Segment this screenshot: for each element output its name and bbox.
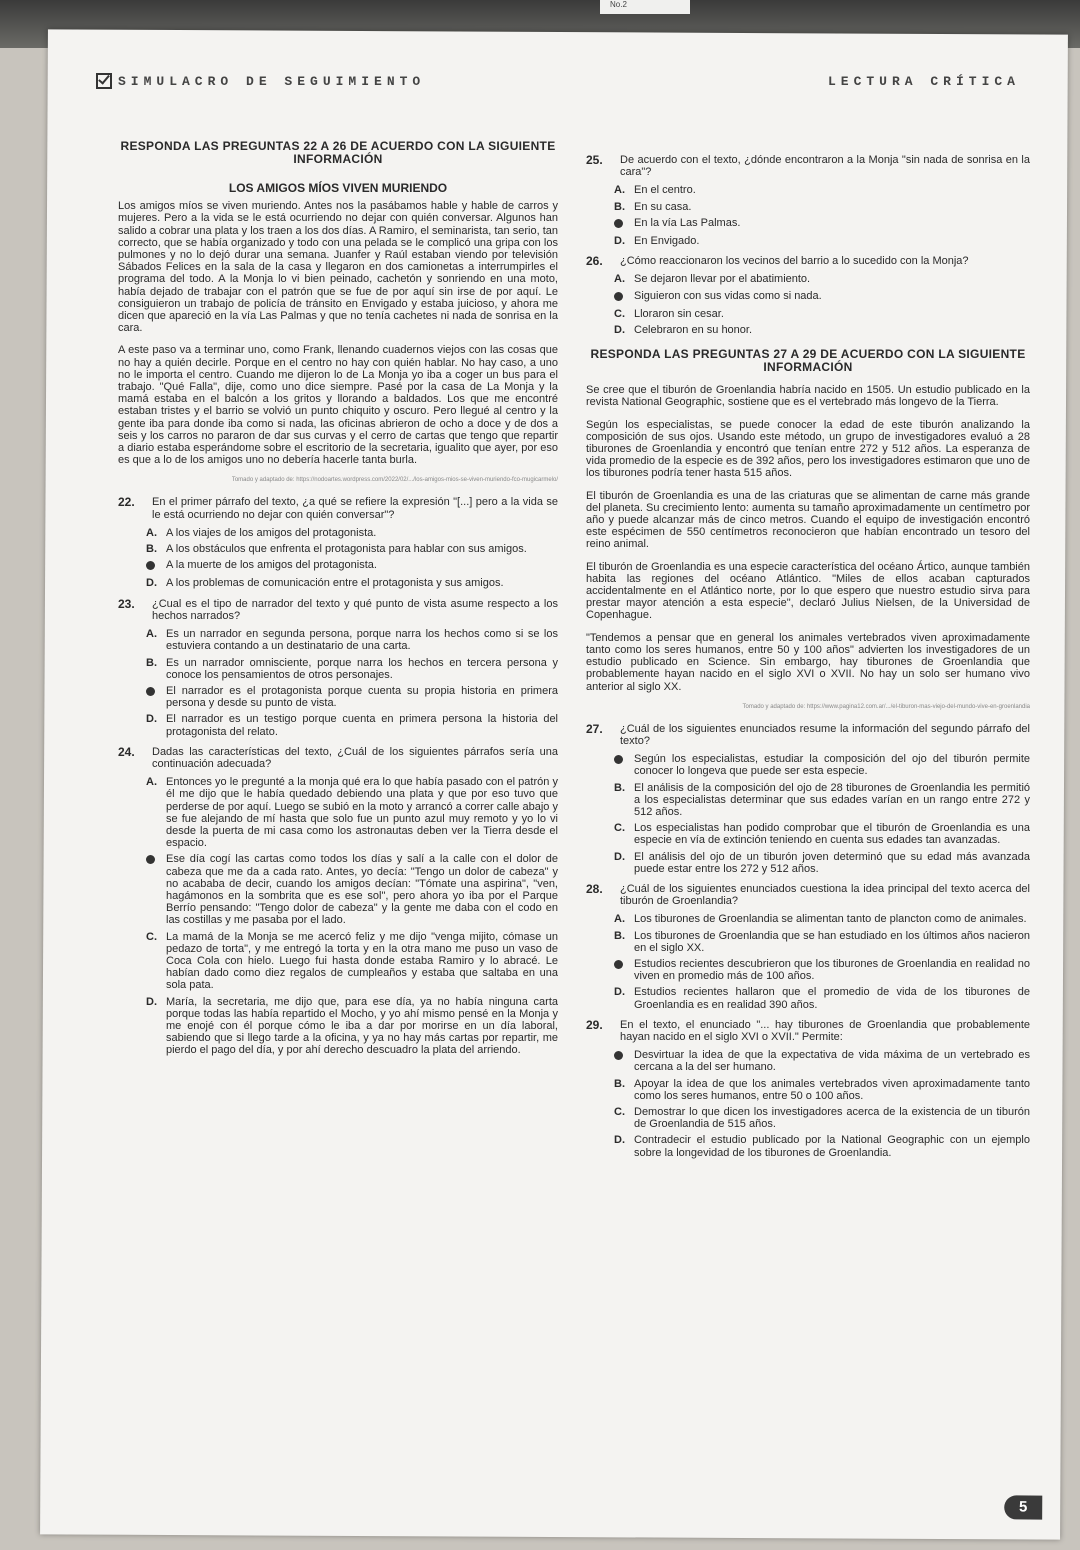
option-letter: [146, 559, 160, 573]
option-letter: C.: [614, 1105, 625, 1118]
answer-option[interactable]: [146, 776, 558, 849]
question-text: En el texto, el enunciado "... hay tiburones de Groenlandia que probablemente hayan nacido en el siglo XVI o XVII." Permite:: [620, 1018, 1030, 1043]
option-letter: A.: [614, 913, 625, 926]
answer-option[interactable]: [614, 1049, 1030, 1073]
answer-option[interactable]: [614, 782, 1030, 819]
answer-option[interactable]: [146, 543, 558, 555]
option-letter: [614, 958, 628, 982]
option-letter: D.: [146, 713, 157, 726]
answer-option[interactable]: [614, 958, 1030, 982]
section-title: RESPONDA LAS PREGUNTAS 22 A 26 DE ACUERDO CON LA SIGUIENTE INFORMACIÓN: [120, 139, 556, 166]
answer-option[interactable]: [614, 217, 1030, 231]
question: [586, 255, 1030, 336]
answer-option[interactable]: [146, 713, 558, 737]
article-paragraph: El tiburón de Groenlandia es una especie característica del océano Ártico, aunque también habita las regiones del océano Atlántico. "Miles de ellos acaban capturados accidentalmente en el Atlántico norte, por lo que espero que nuestro estudio sirva para prestar mayor atención a esta especie", declaró Julius Nielsen, de la Universidad de Copenhague.: [586, 560, 1030, 622]
option-text: Lloraron sin cesar.: [634, 307, 724, 320]
answer-option[interactable]: [146, 685, 558, 709]
answer-option[interactable]: [614, 201, 1030, 213]
option-letter: C.: [146, 930, 157, 943]
option-letter: [614, 753, 628, 777]
source-citation: Tomado y adaptado de: https://nodoartes.wordpress.com/2022/02/.../los-amigos-mios-se-viven-muriendo-fco-mugicarmelo/: [231, 477, 558, 484]
question-text: ¿Cómo reaccionaron los vecinos del barrio a lo sucedido con la Monja?: [620, 255, 969, 268]
option-text: Los tiburones de Groenlandia que se han estudiado en los últimos años nacieron en el siglo XX.: [634, 929, 1030, 954]
article-paragraph: "Tendemos a pensar que en general los animales vertebrados viven aproximadamente tanto como los seres humanos, entre 50 y 100 años" advierten los investigadores de un estudio publicado en Science. Sin embargo, hay tiburones de Groenlandia que probablemente hayan nacido en el siglo XVI o XVII. No hay un solo ser humano vivo anterior al siglo XX.: [586, 631, 1030, 693]
option-text: El narrador es el protagonista porque cuenta su propia historia en primera persona y desde su punto de vista.: [166, 684, 558, 710]
question-stem: [586, 154, 1030, 178]
question-number: 26.: [586, 254, 603, 269]
question: [118, 746, 558, 1057]
option-text: Celebraron en su honor.: [634, 324, 753, 337]
question-stem: [118, 598, 558, 622]
story-paragraph: A este paso va a terminar uno, como Frank, llenando cuadernos viejos con las cosas que no hay a quién decirle. Porque en el centro no hay con quién hablar. No hay caso, a uno no le importa el centro. Cuando me dijeron lo de La Monja yo iba a coger un bus para el trabajo. "Qué Falla", dije, como uno dice siempre. Pasé por la casa de La Monja y la mamá estaba en el balcón a los gritos y llorando a baldados. Los que me encontré estaban tristes y el barrio se volvió un punto chiquito y oscuro. Pero llegué al centro y la gente iba para donde iba como si nada, las oficinas abrieron de ocho a doce y de dos a seis y los carros no pararon de dar sus curvas y el cerro de cartas que tengo que repartir a diario estaba esperándome sobre el escritorio de la secretaria, igualito que ayer, por eso es que a lo de los amigos uno no debería hacerle tanta burla.: [118, 344, 558, 467]
question-number: 28.: [586, 881, 603, 896]
answer-option[interactable]: [614, 290, 1030, 304]
option-letter: B.: [146, 543, 157, 556]
filled-bubble-icon: [146, 855, 155, 864]
filled-bubble-icon: [146, 687, 155, 696]
option-letter: C.: [614, 822, 625, 835]
answer-option[interactable]: [146, 527, 558, 539]
option-text: El narrador es un testigo porque cuenta en primera persona la historia del protagonista del relato.: [166, 713, 558, 738]
answer-option[interactable]: [614, 235, 1030, 247]
left-column: [118, 140, 558, 1061]
option-letter: B.: [614, 781, 625, 794]
option-letter: D.: [614, 324, 625, 337]
question: [586, 723, 1030, 875]
option-text: A los obstáculos que enfrenta el protagonista para hablar con sus amigos.: [166, 543, 527, 556]
answer-option[interactable]: [614, 308, 1030, 320]
section-title: RESPONDA LAS PREGUNTAS 27 A 29 DE ACUERDO CON LA SIGUIENTE INFORMACIÓN: [590, 347, 1026, 375]
option-text: Es un narrador omnisciente, porque narra los hechos en tercera persona y conoce los pensamientos de otros personajes.: [166, 656, 558, 681]
option-letter: A.: [146, 628, 157, 641]
article-paragraph: Según los especialistas, se puede conocer la edad de este tiburón analizando la composición de sus ojos. Usando este método, un grupo de investigadores evaluó a 28 tiburones de Groenlandia y encontró que tenían entre 272 y 512 años. La esperanza de vida promedio de la especie es de 392 años, pero los investigadores estimaron que uno de los tiburones podría tener hasta 515 años.: [586, 418, 1030, 480]
article-paragraph: El tiburón de Groenlandia es una de las criaturas que se alimentan de carne más grande del planeta. Su crecimiento lento: aumenta su tamaño aproximadamente un centímetro por año y puede alcanzar más de cinco metros. Cuando el equipo de investigación encontró este espécimen de 550 centímetros reconocieron que habían encontrado un tesoro del reino animal.: [586, 489, 1030, 551]
question-list: [118, 496, 558, 1056]
option-letter: A.: [614, 184, 625, 197]
option-text: En Envigado.: [634, 235, 700, 248]
answer-option[interactable]: [614, 986, 1030, 1010]
question: [118, 496, 558, 589]
answer-option[interactable]: [614, 822, 1030, 846]
answer-option[interactable]: [614, 930, 1030, 954]
story-title: LOS AMIGOS MÍOS VIVEN MURIENDO: [228, 181, 448, 195]
story-paragraph: Los amigos míos se viven muriendo. Antes nos la pasábamos hable y hable de carros y mujeres. Pero a la vida se le está ocurriendo no dejar con quién conversar. Algunos han salido a cobrar una plata y los traen a los dos días. A Ramiro, el seminarista, tan serio, tan correcto, que se había organizado y todo con una pelada se le complicó una gripa con los pulmones y no lo dejó durar una semana. Juanfer y Raúl estaban viendo por televisión Sábados Felices en la sala de la casa y llegaron en dos camionetas a interrumpirles el programa del todo. A la Monja lo vi bien peinado, cachetón y sonriendo en una moto, había dejado de trabajar con el patrón que se fue de por aquí sin irse de por aquí. Le consiguieron un trabajo de policía de tránsito en Envigado y estaba juicioso, y ahora me dicen que apareció en la vía Las Palmas y que no tenía cachetes ni nada de sonrisa en la cara.: [118, 200, 558, 335]
answer-option[interactable]: [614, 273, 1030, 285]
answer-option[interactable]: [146, 577, 558, 589]
option-letter: A.: [614, 273, 625, 286]
question-number: 29.: [586, 1017, 603, 1032]
option-letter: B.: [614, 929, 625, 942]
option-letter: D.: [146, 577, 157, 590]
answer-option[interactable]: [146, 628, 558, 652]
option-text: A los problemas de comunicación entre el protagonista y sus amigos.: [166, 577, 504, 590]
option-letter: [614, 217, 628, 231]
question-text: De acuerdo con el texto, ¿dónde encontraron a la Monja "sin nada de sonrisa en la cara"?: [620, 154, 1030, 179]
question-stem: [118, 746, 558, 770]
question-number: 22.: [118, 495, 135, 510]
option-text: Los tiburones de Groenlandia se alimentan tanto de plancton como de animales.: [634, 913, 1027, 926]
answer-option[interactable]: [146, 657, 558, 681]
option-text: El análisis del ojo de un tiburón joven determinó que su edad más avanzada puede estar entre los 272 y 512 años.: [634, 850, 1030, 875]
question-list: [586, 154, 1030, 336]
filled-bubble-icon: [614, 219, 623, 228]
option-letter: [146, 853, 160, 926]
option-text: En su casa.: [634, 200, 692, 213]
question: [586, 1019, 1030, 1159]
header-left: [96, 73, 425, 89]
option-text: A la muerte de los amigos del protagonista.: [166, 559, 377, 572]
option-text: La mamá de la Monja se me acercó feliz y me dijo "venga mijito, cómase un pedazo de torta", y me entregó la torta y en la otra mano me puso un vaso de Coca Cola con hielo. Luego fui hasta donde estaba Ramiro y lo abracé. Le habían dado como diez regalos de cumpleaños y estaba que saltaba en una sola pata.: [166, 930, 558, 992]
header-title: SIMULACRO DE SEGUIMIENTO: [118, 73, 426, 89]
answer-option[interactable]: [614, 1134, 1030, 1158]
option-text: El análisis de la composición del ojo de 28 tiburones de Groenlandia les permitió a los especialistas determinar que sus edades varían en un rango entre 272 y 512 años.: [634, 781, 1030, 818]
answer-option[interactable]: [614, 1078, 1030, 1102]
question-number: 27.: [586, 721, 603, 736]
source-citation: Tomado y adaptado de: https://www.pagina12.com.ar/.../el-tiburon-mas-viejo-del-mundo-vive-en-groenlandia: [742, 703, 1030, 710]
option-letter: [146, 685, 160, 709]
question-text: Dadas las características del texto, ¿Cuál de los siguientes párrafos sería una continuación adecuada?: [152, 745, 558, 770]
option-text: En el centro.: [634, 184, 696, 197]
option-letter: B.: [614, 1077, 625, 1090]
filled-bubble-icon: [614, 292, 623, 301]
page-header: [96, 68, 1020, 94]
question: [118, 598, 558, 738]
option-text: Entonces yo le pregunté a la monja qué era lo que había pasado con el patrón y él me dijo que le había quedado debiendo una plata y que por eso tuvo que perderse de por aquí. Luego se subió en la moto y arrancó a correr calle abajo y se fue alejando de mí hasta que solo fue un punto azul muy remoto y yo lo vi desde la puerta de mi casa como los astronautas deben ver la Tierra desde el espacio.: [166, 776, 558, 850]
question-number: 25.: [586, 153, 603, 167]
question-text: En el primer párrafo del texto, ¿a qué se refiere la expresión "[...] pero a la vida se le está ocurriendo no dejar con quién conversar"?: [152, 496, 558, 521]
answer-option[interactable]: [614, 324, 1030, 336]
option-letter: D.: [614, 986, 625, 999]
answer-option[interactable]: [614, 753, 1030, 777]
answer-option[interactable]: [614, 184, 1030, 196]
answer-option[interactable]: [146, 996, 558, 1057]
option-letter: B.: [146, 656, 157, 669]
filled-bubble-icon: [614, 1051, 623, 1060]
option-letter: A.: [146, 776, 157, 789]
answer-option[interactable]: [614, 1106, 1030, 1130]
option-letter: C.: [614, 307, 625, 320]
question-stem: [118, 496, 558, 520]
option-letter: D.: [614, 850, 625, 863]
question-list: [586, 723, 1030, 1159]
answer-option[interactable]: [146, 853, 558, 926]
option-text: Es un narrador en segunda persona, porque narra los hechos como si se los estuviera contando a un destinatario de una carta.: [166, 628, 558, 653]
question: [586, 883, 1030, 1011]
option-letter: [614, 1049, 628, 1073]
option-text: Contradecir el estudio publicado por la National Geographic con un ejemplo sobre la longevidad de los tiburones de Groenlandia.: [634, 1134, 1030, 1159]
filled-bubble-icon: [614, 755, 623, 764]
answer-option[interactable]: [614, 913, 1030, 925]
question-number: 24.: [118, 744, 135, 759]
option-text: Se dejaron llevar por el abatimiento.: [634, 273, 811, 286]
option-text: María, la secretaria, me dijo que, para ese día, ya no había ninguna carta porque todas las había repartido el Mocho, y yo ahí mismo pensé en la Monja y me enojé con él porque cómo le iba a dar por morirse en un día laboral, sabiendo que si llego tarde a la oficina, y ya no hay más cartas por repartir, me pierdo el pago del día, y por ahí derecho descuadro la plata del arriendo.: [166, 995, 558, 1057]
question-stem: [586, 883, 1030, 907]
option-text: Los especialistas han podido comprobar que el tiburón de Groenlandia es una especie en vía de extinción teniendo en cuenta sus edades tan avanzadas.: [634, 822, 1030, 847]
checkbox-icon: [96, 73, 112, 89]
answer-option[interactable]: [614, 851, 1030, 875]
option-letter: [614, 290, 628, 304]
filled-bubble-icon: [614, 960, 623, 969]
option-letter: D.: [146, 995, 157, 1008]
answer-option[interactable]: [146, 931, 558, 992]
option-text: Apoyar la idea de que los animales vertebrados viven aproximadamente tanto como los seres humanos, entre 50 o 100 años.: [634, 1077, 1030, 1102]
question-text: ¿Cual es el tipo de narrador del texto y qué punto de vista asume respecto a los hechos narrados?: [152, 597, 558, 622]
question: [586, 154, 1030, 247]
page-number: 5: [1004, 1495, 1042, 1519]
header-subject: LECTURA CRÍTICA: [827, 73, 1020, 89]
option-text: En la vía Las Palmas.: [634, 216, 741, 229]
answer-option[interactable]: [146, 559, 558, 573]
question-text: ¿Cuál de los siguientes enunciados cuestiona la idea principal del texto acerca del tiburón de Groenlandia?: [620, 882, 1030, 908]
option-text: Desvirtuar la idea de que la expectativa de vida máxima de un vertebrado es cercana a la del ser humano.: [634, 1049, 1030, 1074]
question-text: ¿Cuál de los siguientes enunciados resume la información del segundo párrafo del texto?: [620, 722, 1030, 747]
option-letter: D.: [614, 1134, 625, 1147]
question-stem: [586, 723, 1030, 747]
paper-tab: No.2: [600, 0, 690, 14]
option-letter: B.: [614, 200, 625, 213]
option-text: A los viajes de los amigos del protagonista.: [166, 526, 377, 539]
option-text: Estudios recientes hallaron que el promedio de vida de los tiburones de Groenlandia es en realidad 390 años.: [634, 986, 1030, 1011]
option-text: Siguieron con sus vidas como si nada.: [634, 289, 822, 302]
option-letter: A.: [146, 526, 157, 539]
option-text: Demostrar lo que dicen los investigadores acerca de la existencia de un tiburón de Groenlandia de 515 años.: [634, 1105, 1030, 1131]
question-number: 23.: [118, 596, 135, 611]
article-paragraph: Se cree que el tiburón de Groenlandia habría nacido en 1505. Un estudio publicado en la revista National Geographic, sostiene que es el vertebrado más longevo de la Tierra.: [586, 384, 1030, 409]
question-stem: [586, 1019, 1030, 1043]
question-stem: [586, 255, 1030, 267]
filled-bubble-icon: [146, 561, 155, 570]
option-text: Ese día cogí las cartas como todos los días y salí a la calle con el dolor de cabeza que me da a cada rato. Antes, yo decía: "Tengo un dolor de cabeza" y no acababa de decir, cuando los amigos decían: "Tómate una aspirina", "ven, hagámonos en la sombrita que es ese sol", pero ahora yo iba por el Parque Berrío pensando: "Tengo dolor de cabeza" y la gente me daba con el codo en las costillas y me pasaba por el lado.: [166, 853, 558, 927]
option-letter: D.: [614, 235, 625, 248]
option-text: Estudios recientes descubrieron que los tiburones de Groenlandia en realidad no viven en promedio más de 100 años.: [634, 957, 1030, 983]
right-column: [586, 146, 1030, 1163]
option-text: Según los especialistas, estudiar la composición del ojo del tiburón permite conocer lo longeva que puede ser esta especie.: [634, 753, 1030, 778]
